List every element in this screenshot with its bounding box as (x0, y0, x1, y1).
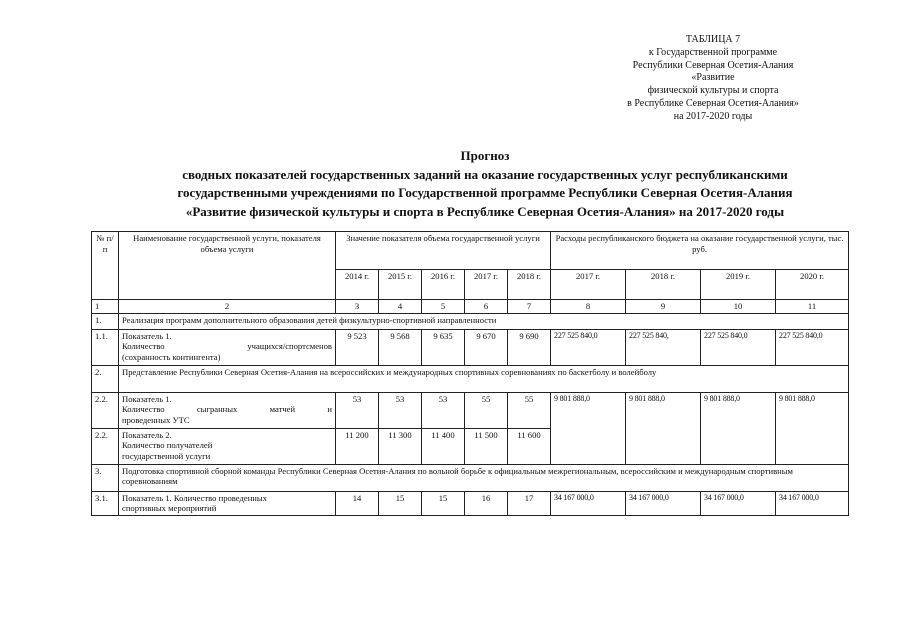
header-year: 2018 г. (508, 270, 551, 300)
table-row (92, 392, 849, 428)
volume-cell: 53 (336, 392, 379, 428)
column-number: 11 (776, 300, 849, 314)
header-line: к Государственной программе (648, 46, 778, 58)
indicator-name (119, 329, 336, 365)
row-number: 2.2. (92, 392, 119, 428)
header-volume-group: Значение показателя объема государственной услуги (336, 232, 551, 270)
volume-cell: 9 690 (508, 329, 551, 365)
volume-cell: 9 568 (379, 329, 422, 365)
indicator-name (119, 491, 336, 515)
title-line: Прогноз (460, 148, 510, 163)
indicator-line: Количество получателей (122, 440, 213, 450)
column-number: 1 (92, 300, 119, 314)
forecast-table (91, 231, 849, 516)
header-year: 2014 г. (336, 270, 379, 300)
budget-cell: 227 525 840,0 (776, 329, 849, 365)
volume-cell: 11 600 (508, 428, 551, 464)
indicator-line: (сохранность контингента) (122, 351, 221, 362)
indicator-line (122, 404, 332, 415)
indicator-line: Показатель 2. (122, 429, 172, 440)
header-line: «Развитие (691, 72, 735, 84)
section-row (92, 313, 849, 329)
volume-cell: 16 (465, 491, 508, 515)
column-number: 10 (701, 300, 776, 314)
section-row (92, 365, 849, 392)
header-year: 2016 г. (422, 270, 465, 300)
column-number: 4 (379, 300, 422, 314)
section-number: 3. (92, 464, 119, 491)
column-number: 2 (119, 300, 336, 314)
section-number: 1. (92, 313, 119, 329)
row-number: 1.1. (92, 329, 119, 365)
header-no: № п/п (92, 232, 119, 300)
table-caption-header (603, 34, 823, 124)
indicator-line (122, 341, 332, 352)
indicator-name (119, 428, 336, 464)
section-row (92, 464, 849, 491)
volume-cell: 15 (422, 491, 465, 515)
budget-cell: 9 801 888,0 (551, 392, 626, 464)
budget-cell: 9 801 888,0 (626, 392, 701, 464)
volume-cell: 11 300 (379, 428, 422, 464)
row-number: 2.2. (92, 428, 119, 464)
header-year: 2017 г. (551, 270, 626, 300)
volume-cell: 53 (379, 392, 422, 428)
section-title: Реализация программ дополнительного образования детей физкультурно-спортивной направленности (119, 313, 849, 329)
indicator-word: учащихся/спортсменов (247, 341, 332, 351)
header-name: Наименование государственной услуги, показателя объема услуги (119, 232, 336, 300)
section-number: 2. (92, 365, 119, 392)
indicator-line: Показатель 1. (122, 330, 172, 341)
budget-cell: 34 167 000,0 (551, 491, 626, 515)
column-number: 6 (465, 300, 508, 314)
indicator-line: спортивных мероприятий (122, 503, 217, 513)
table-row (92, 491, 849, 515)
indicator-word: Количество (122, 341, 165, 351)
volume-cell: 9 670 (465, 329, 508, 365)
indicator-word: матчей (269, 404, 296, 414)
header-budget-group: Расходы республиканского бюджета на оказание государственной услуги, тыс. руб. (551, 232, 849, 270)
volume-cell: 14 (336, 491, 379, 515)
header-line: ТАБЛИЦА 7 (685, 34, 741, 45)
indicator-word: и (327, 404, 332, 414)
column-number: 7 (508, 300, 551, 314)
budget-cell: 227 525 840,0 (551, 329, 626, 365)
budget-cell: 34 167 000,0 (701, 491, 776, 515)
indicator-line: Показатель 1. Количество проведенных (122, 492, 267, 503)
budget-cell: 9 801 888,0 (701, 392, 776, 464)
title-line: «Развитие физической культуры и спорта в Республике Северная Осетия-Алания» на 2017-2020 годы (185, 203, 785, 219)
volume-cell: 55 (465, 392, 508, 428)
volume-cell: 17 (508, 491, 551, 515)
header-year: 2015 г. (379, 270, 422, 300)
section-title: Представление Республики Северная Осетия-Алания на всероссийских и международных спортивных соревнованиях по баскетболу и волейболу (119, 365, 849, 392)
volume-cell: 11 500 (465, 428, 508, 464)
header-row (92, 232, 849, 270)
column-numbers-row (92, 300, 849, 314)
column-number: 3 (336, 300, 379, 314)
header-year: 2017 г. (465, 270, 508, 300)
header-year: 2019 г. (701, 270, 776, 300)
budget-cell: 227 525 840,0 (701, 329, 776, 365)
title-line: государственными учреждениями по Государственной программе Республики Северная Осетия-Алания (177, 185, 793, 200)
header-line: физической культуры и спорта (647, 85, 779, 97)
table-row (92, 329, 849, 365)
header-year: 2018 г. (626, 270, 701, 300)
header-year: 2020 г. (776, 270, 849, 300)
volume-cell: 11 400 (422, 428, 465, 464)
indicator-line: Показатель 1. (122, 393, 172, 404)
indicator-name (119, 392, 336, 428)
budget-cell: 9 801 888,0 (776, 392, 849, 464)
row-number: 3.1. (92, 491, 119, 515)
header-line: на 2017-2020 годы (673, 110, 753, 122)
budget-cell: 34 167 000,0 (776, 491, 849, 515)
indicator-word: Количество (122, 404, 165, 414)
header-line: Республики Северная Осетия-Алания (632, 59, 794, 71)
volume-cell: 11 200 (336, 428, 379, 464)
volume-cell: 9 523 (336, 329, 379, 365)
volume-cell: 9 635 (422, 329, 465, 365)
budget-cell: 34 167 000,0 (626, 491, 701, 515)
volume-cell: 15 (379, 491, 422, 515)
indicator-word: сыгранных (196, 404, 238, 414)
title-line: сводных показателей государственных заданий на оказание государственных услуг республиканскими (182, 166, 788, 182)
volume-cell: 53 (422, 392, 465, 428)
header-line: в Республике Северная Осетия-Алания» (627, 97, 799, 109)
indicator-line: государственной услуги (122, 450, 211, 461)
budget-cell: 227 525 840, (626, 329, 701, 365)
volume-cell: 55 (508, 392, 551, 428)
document-title (60, 147, 905, 221)
column-number: 5 (422, 300, 465, 314)
column-number: 8 (551, 300, 626, 314)
section-title: Подготовка спортивной сборной команды Республики Северная Осетия-Алания по вольной борьбе к официальным межрегиональным, всероссийским и международным спортивным соревнованиям (119, 464, 849, 491)
column-number: 9 (626, 300, 701, 314)
indicator-line: проведенных УТС (122, 414, 190, 425)
